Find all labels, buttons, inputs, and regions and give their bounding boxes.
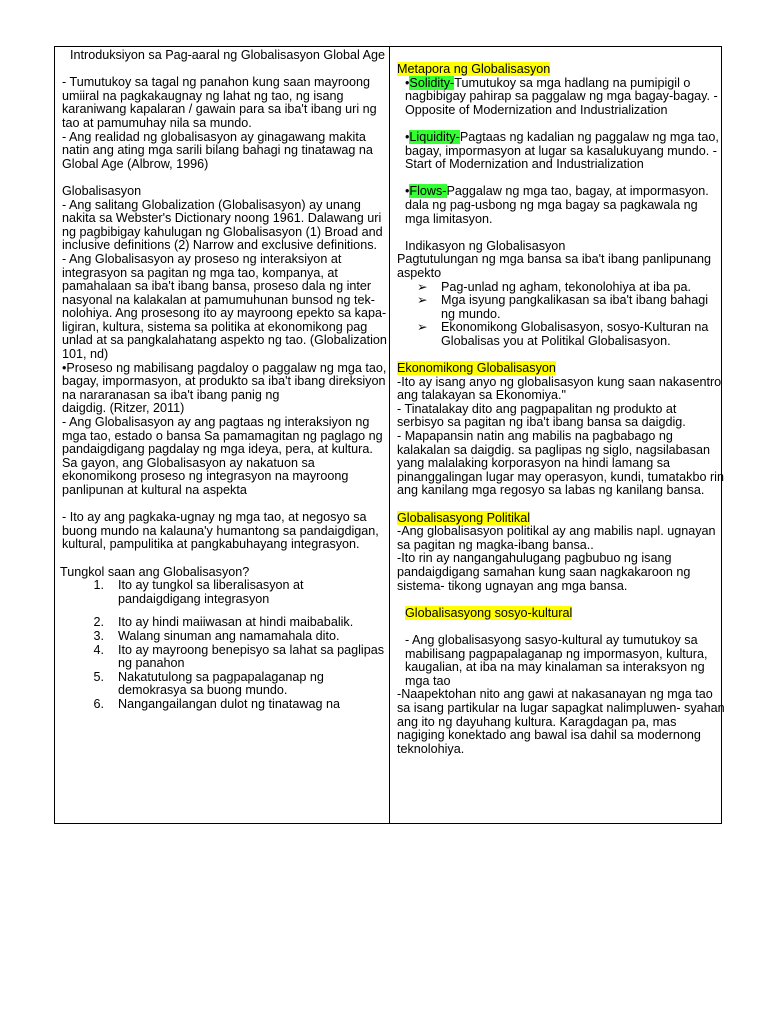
sosyo-paragraph-1: - Ang globalisasyong sasyo-kultural ay tumutukoy sa mabilisang pagpapalaganap ng impormasyon, kultura, kaugalian, at iba na may kinalaman sa interaksyon ng mga tao [405,632,708,688]
globalisasyon-paragraph-3: •Proseso ng mabilisang pagdaloy o paggalaw ng mga tao, bagay, impormasyon, at produkto sa iba't ibang direksiyon na nararanasan sa iba't ibang panig ng [62,360,387,402]
solidity-label: Solidity- [409,75,455,90]
flows-item: •Flows-Paggalaw ng mga tao, bagay, at impormasyon. dala ng pag-usbong ng mga bagay sa pagkawala ng mga limitasyon. [405,184,709,226]
list-item: 1. Ito ay tungkol sa liberalisasyon at pandaigdigang integrasyon [93,578,304,606]
liquidity-label: Liquidity- [409,129,460,144]
indikasyon-text: Pagtutulungan ng mga bansa sa iba't ibang panlipunang aspekto [397,252,712,280]
list-item: ➢ Pag-unlad ng agham, tekonolohiya at iba pa. [417,279,691,294]
arrow-bullet-icon: ➢ [417,320,428,335]
flows-label: Flows- [409,184,447,199]
politikal-paragraph-2: -Ito rin ay nangangahulugang pagbubuo ng isang pandaigdigang samahan kung saan nagkakaroon ng sistema- tikong ugnayan ang mga bansa. [397,551,691,593]
list-item: 2. Ito ay hindi maiiwasan at hindi maibabalik. [93,615,354,630]
sosyo-title: Globalisasyong sosyo-kultural [405,605,573,620]
ekonomiko-paragraph-2: - Tinatalakay dito ang pagpapalitan ng produkto at serbisyo sa pagitan ng iba't ibang bansa sa daigdig. [397,401,686,430]
intro-title: Introduksiyon sa Pag-aaral ng Globalisasyon Global Age [70,48,386,62]
politikal-paragraph-1: -Ang globalisasyon politikal ay ang mabilis napl. ugnayan sa pagitan ng magka-ibang bansa.. [397,524,716,552]
list-item: ➢ Ekonomikong Globalisasyon, sosyo-Kulturan na Globalisas you at Politikal Globalisasyon. [417,320,709,348]
indikasyon-title: Indikasyon ng Globalisasyon [405,238,566,253]
globalisasyon-paragraph-5: - Ito ay ang pagkaka-ugnay ng mga tao, at negosyo sa buong mundo na kalauna'y humantong sa pandaigdigan, kultural, pampulitika at pangkabuhayang integrasyon. [62,510,379,552]
globalisasyon-paragraph-4: - Ang Globalisasyon ay ang pagtaas ng interaksiyon ng mga tao, estado o bansa Sa pamamagitan ng paglago ng pandaigdigang pagdalay ng mga ideya, pera, at kultura. Sa gayon, ang Globalisasyon ay nakatuon sa ekonomikong proseso ng integrasyon na mayroong panlipunan at kultural na aspekta [62,415,383,497]
list-item: 6. Nangangailangan dulot ng tinatawag na [93,696,340,711]
globalisasyon-paragraph-2: - Ang Globalisasyon ay proseso ng interaksiyon at integrasyon sa pagitan ng mga tao, kompanya, at pamahalaan sa iba't ibang bansa, proseso dala ng inter nasyonal na kalakalan at pamumuhunan bunsod ng tek- nolohiya. Ang prosesong ito ay mayroong epekto sa kapa- ligiran, kultura, sistema sa politika at ekonomikong pag unlad at sa pangkalahatang aspekto ng tao. (Globalization 101, nd) [62,251,387,362]
ekonomiko-title: Ekonomikong Globalisasyon [397,361,556,376]
metapora-title: Metapora ng Globalisasyon [397,62,551,76]
tungkol-title: Tungkol saan ang Globalisasyon? [60,564,250,579]
column-divider [389,46,390,824]
arrow-bullet-icon: ➢ [417,279,428,294]
politikal-title: Globalisasyong Politikal [397,510,531,525]
ekonomiko-paragraph-1: -Ito ay isang anyo ng globalisasyon kung saan nakasentro ang talakayan sa Ekonomiya." [397,374,722,403]
list-item: 3. Walang sinuman ang namamahala dito. [93,628,340,643]
right-column [397,63,725,756]
globalisasyon-paragraph-1: - Ang salitang Globalization (Globalisasyon) ay unang nakita sa Webster's Dictionary noong 1961. Dalawang uri ng pagbibigay kahulugan ng Globalisasyon (1) Broad and inclusive definitions (2) Narrow and exclusive definitions. [62,197,383,253]
list-item: ➢ Mga isyung pangkalikasan sa iba't ibang bahagi ng mundo. [417,293,709,321]
liquidity-item: •Liquidity-Pagtaas ng kadalian ng paggalaw ng mga tao, bagay, impormasyon at lugar sa kasalukuyang mundo. -Start of Modernization and Industrialization [405,129,719,172]
indikasyon-list [397,281,725,349]
left-column [62,49,388,712]
list-item: 4. Ito ay mayroong benepisyo sa lahat sa paglipas ng panahon [93,642,385,671]
intro-paragraph-1: - Tumutukoy sa tagal ng panahon kung saan mayroong umiiral na pagkakaugnay ng lahat ng tao, ng isang karaniwang kapalaran / gawain para sa iba't ibang uri ng tao at pamumuhay nila sa mundo. [62,75,377,130]
globalisasyon-title: Globalisasyon [62,183,142,198]
solidity-item: •Solidity-Tumutukoy sa mga hadlang na pumipigil o nagbibigay pahirap sa paggalaw ng mga bagay-bagay. - Opposite of Modernization and Industrialization [405,75,718,117]
list-item: 5. Nakatutulong sa pagpapalaganap ng demokrasya sa buong mundo. [93,669,324,698]
globalisasyon-paragraph-3b: daigdig. (Ritzer, 2011) [62,401,185,416]
arrow-bullet-icon: ➢ [417,293,428,308]
sosyo-paragraph-2: -Naapektohan nito ang gawi at nakasanayan ng mga tao sa isang partikular na lugar sapagkat nalimpluwen- syahan ang ito ng dayuhang kultura. Karagdagan pa, mas nagiging konektado ang bawal isa dahil sa modernong teknolohiya. [397,687,725,756]
tungkol-list [62,579,388,711]
intro-paragraph-2: - Ang realidad ng globalisasyon ay ginagawang makita natin ang ating mga sarili bilang bahagi ng tinatawag na Global Age (Albrow, 1996) [62,129,373,171]
ekonomiko-paragraph-3: - Mapapansin natin ang mabilis na pagbabago ng kalakalan sa daigdig. sa paglipas ng siglo, nagsilabasan yang malalaking korporasyon na hindi lamang sa pinanggalingan lugar may operasyon, kundi, tumatakbo rin ang kanilang mga regosyo sa labas ng kanilang bansa. [397,429,724,498]
